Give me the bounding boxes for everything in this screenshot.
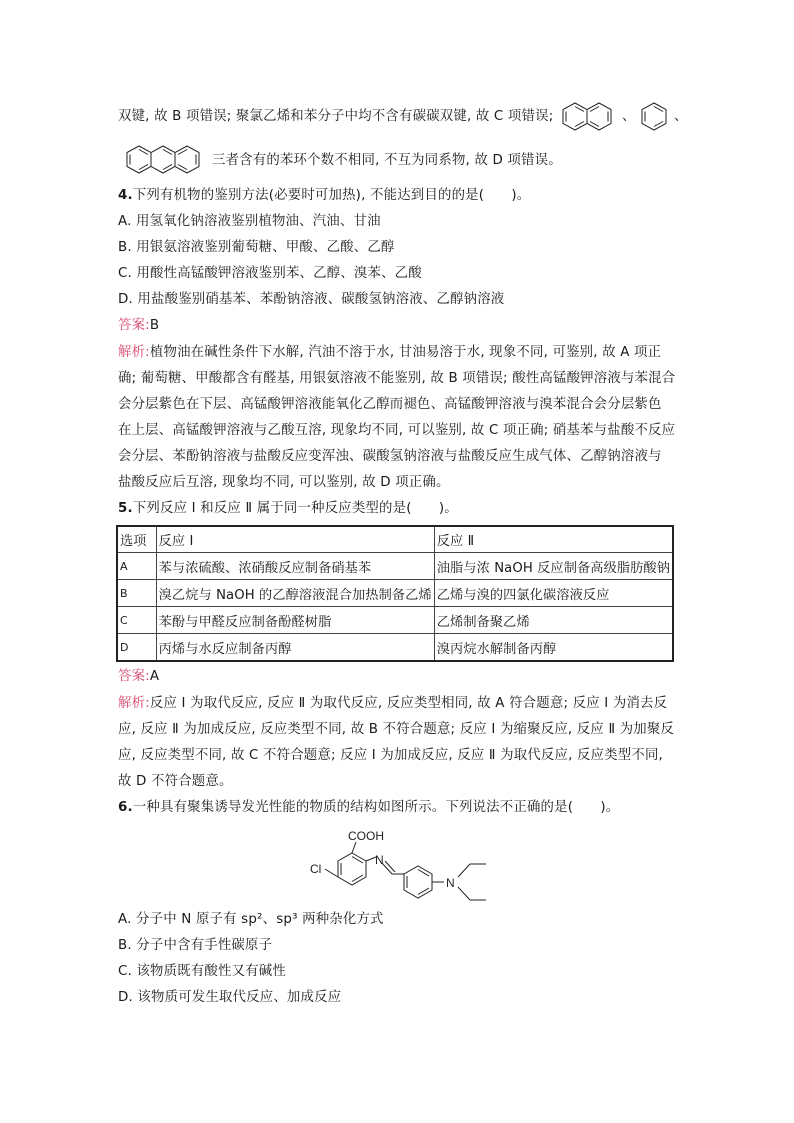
table-row [117,553,673,580]
table-row [117,580,673,607]
molecule-structure [300,826,510,910]
q5-stem [118,499,458,519]
q4-explanation-line-2: 确; 葡萄糖、甲酸都含有醛基, 用银氨溶液不能鉴别, 故 B 项错误; 酸性高锰酸钾溶液与苯混合 [118,371,676,386]
table-row [117,607,673,634]
q4-option-d: D. 用盐酸鉴别硝基苯、苯酚钠溶液、碳酸氢钠溶液、乙醇钠溶液 [118,292,505,307]
q4-answer-value: B [149,318,160,333]
separator-2: 、 [674,109,688,124]
q4-explanation-label: 解析: [118,345,150,360]
q4-answer-label: 答案: [118,318,150,333]
q6-stem-text: 一种具有聚集诱导发光性能的物质的结构如图所示。下列说法不正确的是( )。 [132,800,620,815]
table-cell-option: D [117,634,156,662]
q4-explanation-text-1: 植物油在碱性条件下水解, 汽油不溶于水, 甘油易溶于水, 现象不同, 可鉴别, 故 A 项正 [149,345,662,360]
naphthalene-structure [560,100,618,134]
imine-n-label: N [375,853,384,867]
q4-explanation-line-5: 会分层、苯酚钠溶液与盐酸反应变浑浊、碳酸氢钠溶液与盐酸反应生成气体、乙醇钠溶液与 [118,449,662,464]
q5-explanation-line-3: 应, 反应类型不同, 故 C 不符合题意; 反应 Ⅰ 为加成反应, 反应 Ⅱ 为取代反应, 反应类型不同, [118,748,663,763]
separator-1: 、 [622,109,636,124]
table-cell-reaction-2: 溴丙烷水解制备丙醇 [434,634,673,662]
q5-stem-text: 下列反应 Ⅰ 和反应 Ⅱ 属于同一种反应类型的是( )。 [132,501,458,516]
table-cell-reaction-1: 溴乙烷与 NaOH 的乙醇溶液混合加热制备乙烯 [156,580,434,607]
anthracene-structure [124,143,206,177]
amine-n-label: N [446,876,455,890]
cl-label: Cl [310,862,322,876]
q4-option-c: C. 用酸性高锰酸钾溶液鉴别苯、乙醇、溴苯、乙酸 [118,266,422,281]
table-cell-reaction-2: 乙烯与溴的四氯化碳溶液反应 [434,580,673,607]
table-cell-reaction-1: 丙烯与水反应制备丙醇 [156,634,434,662]
table-header-row [117,526,673,553]
table-cell-reaction-1: 苯酚与甲醛反应制备酚醛树脂 [156,607,434,634]
q4-explanation-line-6: 盐酸反应后互溶, 现象均不同, 可以鉴别, 故 D 项正确。 [118,475,450,490]
table-row [117,634,673,662]
table-cell-reaction-1: 苯与浓硫酸、浓硝酸反应制备硝基苯 [156,553,434,580]
q5-explanation-label: 解析: [118,696,150,711]
q5-explanation-text-1: 反应 Ⅰ 为取代反应, 反应 Ⅱ 为取代反应, 反应类型相同, 故 A 符合题意; 反应 Ⅰ 为消去反 [149,696,668,711]
table-cell-option: C [117,607,156,634]
q5-answer [118,667,159,687]
q5-answer-label: 答案: [118,669,150,684]
q4-stem [118,186,530,206]
table-header-option: 选项 [117,526,156,553]
q4-explanation-line-3: 会分层紫色在下层、高锰酸钾溶液能氧化乙醇而褪色、高锰酸钾溶液与溴苯混合会分层紫色 [118,397,662,412]
q4-explanation-line-4: 在上层、高锰酸钾溶液与乙酸互溶, 现象均不同, 可以鉴别, 故 C 项正确; 硝基苯与盐酸不反应 [118,423,676,438]
q5-explanation-line-1 [118,694,667,714]
table-cell-reaction-2: 乙烯制备聚乙烯 [434,607,673,634]
q6-option-d: D. 该物质可发生取代反应、加成反应 [118,990,342,1005]
q6-option-a: A. 分子中 N 原子有 sp²、sp³ 两种杂化方式 [118,912,384,927]
q4-explanation-line-1 [118,343,661,363]
table-header-reaction-2: 反应 Ⅱ [434,526,673,553]
q6-stem [118,798,619,818]
q5-explanation-line-4: 故 D 不符合题意。 [118,774,233,789]
q5-number: 5. [118,501,133,516]
q4-number: 4. [118,188,133,203]
q4-answer [118,316,159,336]
table-cell-option: B [117,580,156,607]
q4-option-a: A. 用氢氧化钠溶液鉴别植物油、汽油、甘油 [118,214,381,229]
intro-line-1 [118,107,553,127]
q4-option-b: B. 用银氨溶液鉴别葡萄糖、甲酸、乙酸、乙醇 [118,240,395,255]
intro-text-2: 三者含有的苯环个数不相同, 不互为同系物, 故 D 项错误。 [212,153,562,168]
q6-option-c: C. 该物质既有酸性又有碱性 [118,964,286,979]
q6-number: 6. [118,800,133,815]
table-cell-option: A [117,553,156,580]
q4-stem-text: 下列有机物的鉴别方法(必要时可加热), 不能达到目的的是( )。 [132,188,531,203]
q5-answer-value: A [149,669,160,684]
intro-line-2 [212,151,562,171]
table-cell-reaction-2: 油脂与浓 NaOH 反应制备高级脂肪酸钠 [434,553,673,580]
q5-explanation-line-2: 应, 反应 Ⅱ 为加成反应, 反应类型不同, 故 B 不符合题意; 反应 Ⅰ 为缩聚反应, 反应 Ⅱ 为加聚反 [118,722,675,737]
reaction-table [116,525,674,662]
table-header-reaction-1: 反应 Ⅰ [156,526,434,553]
intro-text-1: 双键, 故 B 项错误; 聚氯乙烯和苯分子中均不含有碳碳双键, 故 C 项错误; [118,109,554,124]
q6-option-b: B. 分子中含有手性碳原子 [118,938,273,953]
cooh-label: COOH [348,829,384,843]
benzene-structure [638,100,670,134]
